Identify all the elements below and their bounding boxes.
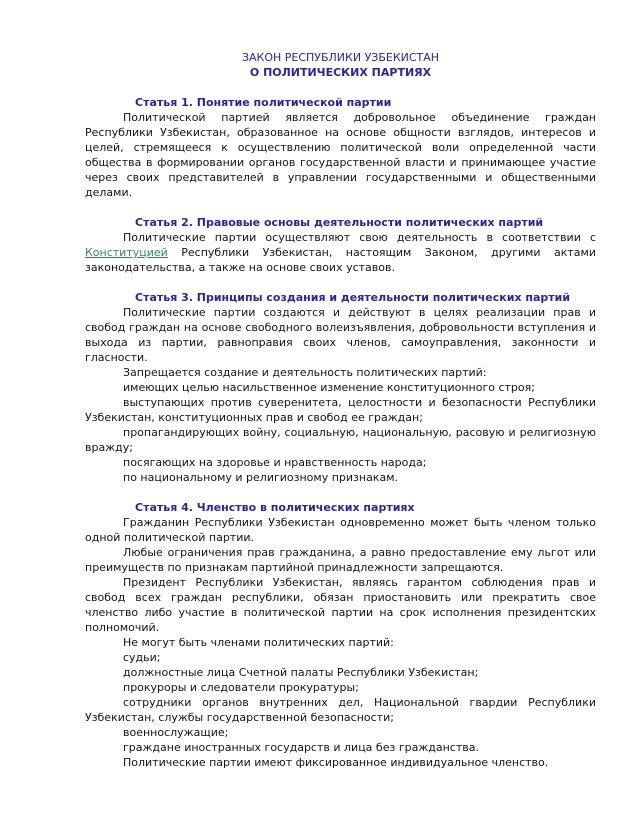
article-4-paragraph: военнослужащие; xyxy=(123,726,229,739)
article-1-paragraph: Политической партией является добровольное объединение граждан Республики Узбекистан, образованное на основе общности взглядов, интересов и целей, стремящееся к осуществлению политической воли определенной части общества в формировании органов государственной власти и принимающее участие через своих представителей в управлении государственными и общественными делами. xyxy=(85,111,596,199)
article-2-paragraph xyxy=(85,230,596,275)
article-4-paragraph: судьи; xyxy=(123,651,161,664)
article-4-paragraph: должностные лица Счетной палаты Республики Узбекистан; xyxy=(123,666,479,679)
article-4-paragraph: сотрудники органов внутренних дел, Национальной гвардии Республики Узбекистан, службы государственной безопасности; xyxy=(85,696,596,724)
article-3-paragraph: выступающих против суверенитета, целостности и безопасности Республики Узбекистан, конституционных прав и свобод ее граждан; xyxy=(85,396,596,424)
article-4-paragraph: Любые ограничения прав гражданина, а равно предоставление ему льгот или преимуществ по признакам партийной принадлежности запрещаются. xyxy=(85,546,596,574)
article-4-paragraph: Гражданин Республики Узбекистан одновременно может быть членом только одной политической партии. xyxy=(85,516,596,544)
paragraph-text-before-link: Политические партии осуществляют свою деятельность в соответствии с xyxy=(123,231,596,244)
article-3-paragraph: посягающих на здоровье и нравственность народа; xyxy=(123,456,427,469)
article-4-paragraph: Не могут быть членами политических партий: xyxy=(123,636,394,649)
constitution-link[interactable]: Конституцией xyxy=(85,246,168,259)
article-3-paragraph: пропагандирующих войну, социальную, национальную, расовую и религиозную вражду; xyxy=(85,426,596,454)
article-1 xyxy=(85,95,596,200)
article-1-heading: Статья 1. Понятие политической партии xyxy=(135,96,392,109)
article-2-heading: Статья 2. Правовые основы деятельности политических партий xyxy=(135,216,544,229)
document-title-line1: ЗАКОН РЕСПУБЛИКИ УЗБЕКИСТАН xyxy=(241,51,440,64)
document-title-line2: О ПОЛИТИЧЕСКИХ ПАРТИЯХ xyxy=(249,66,432,79)
article-3-paragraph: имеющих целью насильственное изменение конституционного строя; xyxy=(123,381,535,394)
article-3-paragraph: Политические партии создаются и действуют в целях реализации прав и свобод граждан на основе свободного волеизъявления, добровольности вступления и выхода из партии, равноправия своих членов, самоуправления, законности и гласности. xyxy=(85,306,596,364)
document-title xyxy=(85,50,596,80)
article-3 xyxy=(85,290,596,485)
paragraph-text-after-link: Республики Узбекистан, настоящим Законом, другими актами законодательства, а также на основе своих уставов. xyxy=(85,246,596,274)
article-3-heading: Статья 3. Принципы создания и деятельности политических партий xyxy=(135,291,571,304)
article-4-paragraph: прокуроры и следователи прокуратуры; xyxy=(123,681,359,694)
article-4-paragraph: Политические партии имеют фиксированное индивидуальное членство. xyxy=(123,756,549,769)
article-3-paragraph: по национальному и религиозному признакам. xyxy=(123,471,398,484)
article-4-heading: Статья 4. Членство в политических партиях xyxy=(135,501,415,514)
article-4-paragraph: граждане иностранных государств и лица без гражданства. xyxy=(123,741,479,754)
article-4 xyxy=(85,500,596,770)
article-2 xyxy=(85,215,596,275)
article-4-paragraph: Президент Республики Узбекистан, являясь гарантом соблюдения прав и свобод всех граждан республики, обязан приостановить или прекратить свое членство либо участие в политической партии на срок исполнения президентских полномочий. xyxy=(85,576,596,634)
article-3-paragraph: Запрещается создание и деятельность политических партий: xyxy=(123,366,487,379)
